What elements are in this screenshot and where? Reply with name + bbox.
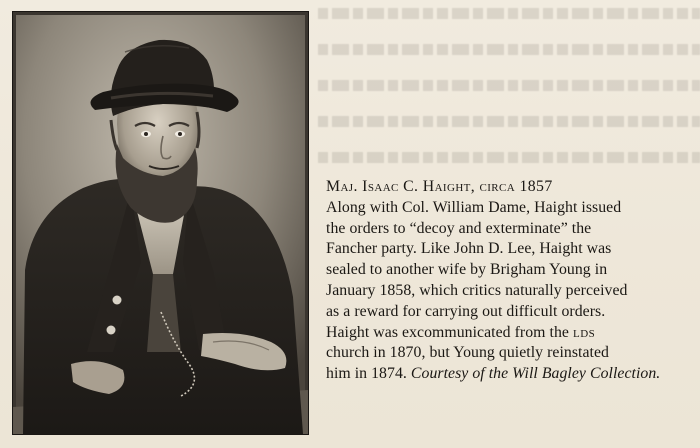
photo-caption bbox=[326, 177, 692, 385]
photo-credit: Courtesy of the Will Bagley Collection. bbox=[410, 365, 661, 383]
caption-title: Maj. Isaac C. Haight, circa 1857 bbox=[326, 178, 553, 195]
bleed-through-text bbox=[310, 0, 700, 175]
caption-line-3: Fancher party. Like John D. Lee, Haight was bbox=[326, 240, 612, 258]
caption-line-5: January 1858, which critics naturally perceived bbox=[326, 281, 628, 299]
caption-line-2: the orders to “decoy and exterminate” the bbox=[326, 219, 592, 237]
caption-line-6: as a reward for carrying out difficult orders. bbox=[326, 302, 606, 320]
caption-line-7-text: Haight was excommunicated from the bbox=[326, 323, 569, 341]
lds-abbreviation: lds bbox=[572, 323, 596, 341]
caption-line-4: sealed to another wife by Brigham Young in bbox=[326, 261, 608, 279]
portrait-photo bbox=[13, 12, 308, 434]
caption-line-9 bbox=[326, 364, 692, 385]
caption-line-9-text: him in 1874. bbox=[326, 365, 407, 383]
caption-line-7 bbox=[326, 323, 692, 344]
portrait-illustration bbox=[13, 12, 308, 434]
caption-line-8: church in 1870, but Young quietly reinstated bbox=[326, 344, 610, 362]
caption-line-1: Along with Col. William Dame, Haight issued bbox=[326, 198, 622, 216]
